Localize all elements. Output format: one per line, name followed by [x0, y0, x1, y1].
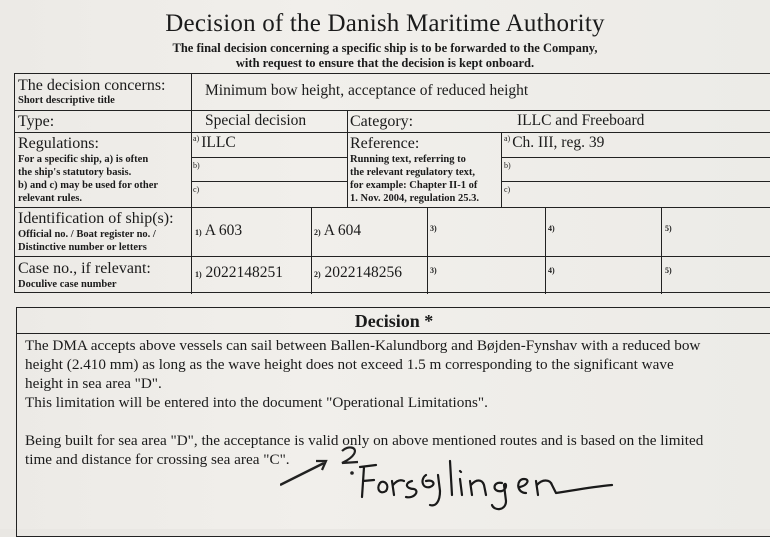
- ship-3-mark: 3): [430, 224, 437, 233]
- case-4-mark: 4): [548, 266, 555, 275]
- category-label: Category:: [350, 113, 414, 130]
- reference-a-value: Ch. III, reg. 39: [512, 134, 605, 152]
- concerns-label: The decision concerns:: [18, 77, 166, 94]
- ships-sublabel-1: Official no. / Boat register no. /: [18, 229, 156, 240]
- decision-line-3: height in sea area "D".: [25, 375, 162, 392]
- reference-b-mark: b): [504, 161, 511, 170]
- reference-note-2: the relevant regulatory text,: [350, 167, 475, 178]
- case-5-mark: 5): [665, 266, 672, 275]
- subtitle-line-1: The final decision concerning a specific ship is to be forwarded to the Company,: [172, 41, 598, 55]
- case-2: [314, 264, 402, 282]
- reference-note-1: Running text, referring to: [350, 154, 466, 165]
- ship-1-mark: 1): [195, 228, 202, 237]
- reference-label: Reference:: [350, 135, 420, 152]
- ships-label: Identification of ship(s):: [18, 210, 174, 227]
- ship-2-value: A 604: [323, 222, 362, 239]
- handwritten-signature-icon: [280, 445, 640, 525]
- decision-form-table: [14, 73, 770, 293]
- ship-5-mark: 5): [665, 224, 672, 233]
- regulations-note-3: b) and c) may be used for other: [18, 180, 159, 191]
- reference-a: [504, 134, 604, 152]
- subtitle-line-2: with request to ensure that the decision is kept onboard.: [235, 56, 535, 70]
- regulation-a-value: ILLC: [201, 134, 236, 152]
- case-2-mark: 2): [314, 270, 321, 279]
- regulation-a: [193, 134, 236, 152]
- type-value: Special decision: [205, 112, 307, 129]
- regulations-note-4: relevant rules.: [18, 193, 82, 204]
- regulations-note-1: For a specific ship, a) is often: [18, 154, 149, 165]
- regulation-a-mark: a): [193, 134, 200, 143]
- concerns-sublabel: Short descriptive title: [18, 95, 115, 106]
- reference-c-mark: c): [504, 185, 511, 194]
- regulations-note-2: the ship's statutory basis.: [18, 167, 132, 178]
- concerns-value: Minimum bow height, acceptance of reduced height: [205, 82, 529, 99]
- regulations-label: Regulations:: [18, 135, 99, 152]
- case-2-value: 2022148256: [324, 264, 403, 281]
- decision-line-5: Being built for sea area "D", the acceptance is valid only on above mentioned routes and is based on the limited: [25, 432, 704, 449]
- ship-1: [195, 222, 242, 240]
- case-1-value: 2022148251: [205, 264, 284, 281]
- decision-heading: Decision *: [17, 308, 770, 334]
- case-label: Case no., if relevant:: [18, 260, 151, 277]
- document-subtitle: [0, 41, 770, 71]
- case-3-mark: 3): [430, 266, 437, 275]
- case-1: [195, 264, 283, 282]
- case-sublabel: Doculive case number: [18, 279, 117, 290]
- document-title: Decision of the Danish Maritime Authority: [165, 10, 605, 37]
- decision-line-6: time and distance for crossing sea area "C".: [25, 451, 290, 468]
- ship-1-value: A 603: [204, 222, 243, 239]
- reference-a-mark: a): [504, 134, 511, 143]
- category-value: ILLC and Freeboard: [517, 112, 645, 129]
- decision-line-1: The DMA accepts above vessels can sail between Ballen-Kalundborg and Bøjden-Fynshav with a reduced bow: [25, 337, 701, 354]
- reference-note-4: 1. Nov. 2004, regulation 25.3.: [350, 193, 480, 204]
- decision-line-2: height (2.410 mm) as long as the wave height does not exceed 1.5 m corresponding to the significant wave: [25, 356, 674, 373]
- regulation-b-mark: b): [193, 161, 200, 170]
- ships-sublabel-2: Distinctive number or letters: [18, 242, 147, 253]
- type-label: Type:: [18, 113, 55, 130]
- regulation-c-mark: c): [193, 185, 200, 194]
- decision-line-4: This limitation will be entered into the document "Operational Limitations".: [25, 394, 488, 411]
- ship-2-mark: 2): [314, 228, 321, 237]
- ship-4-mark: 4): [548, 224, 555, 233]
- ship-2: [314, 222, 361, 240]
- reference-note-3: for example: Chapter II-1 of: [350, 180, 478, 191]
- case-1-mark: 1): [195, 270, 202, 279]
